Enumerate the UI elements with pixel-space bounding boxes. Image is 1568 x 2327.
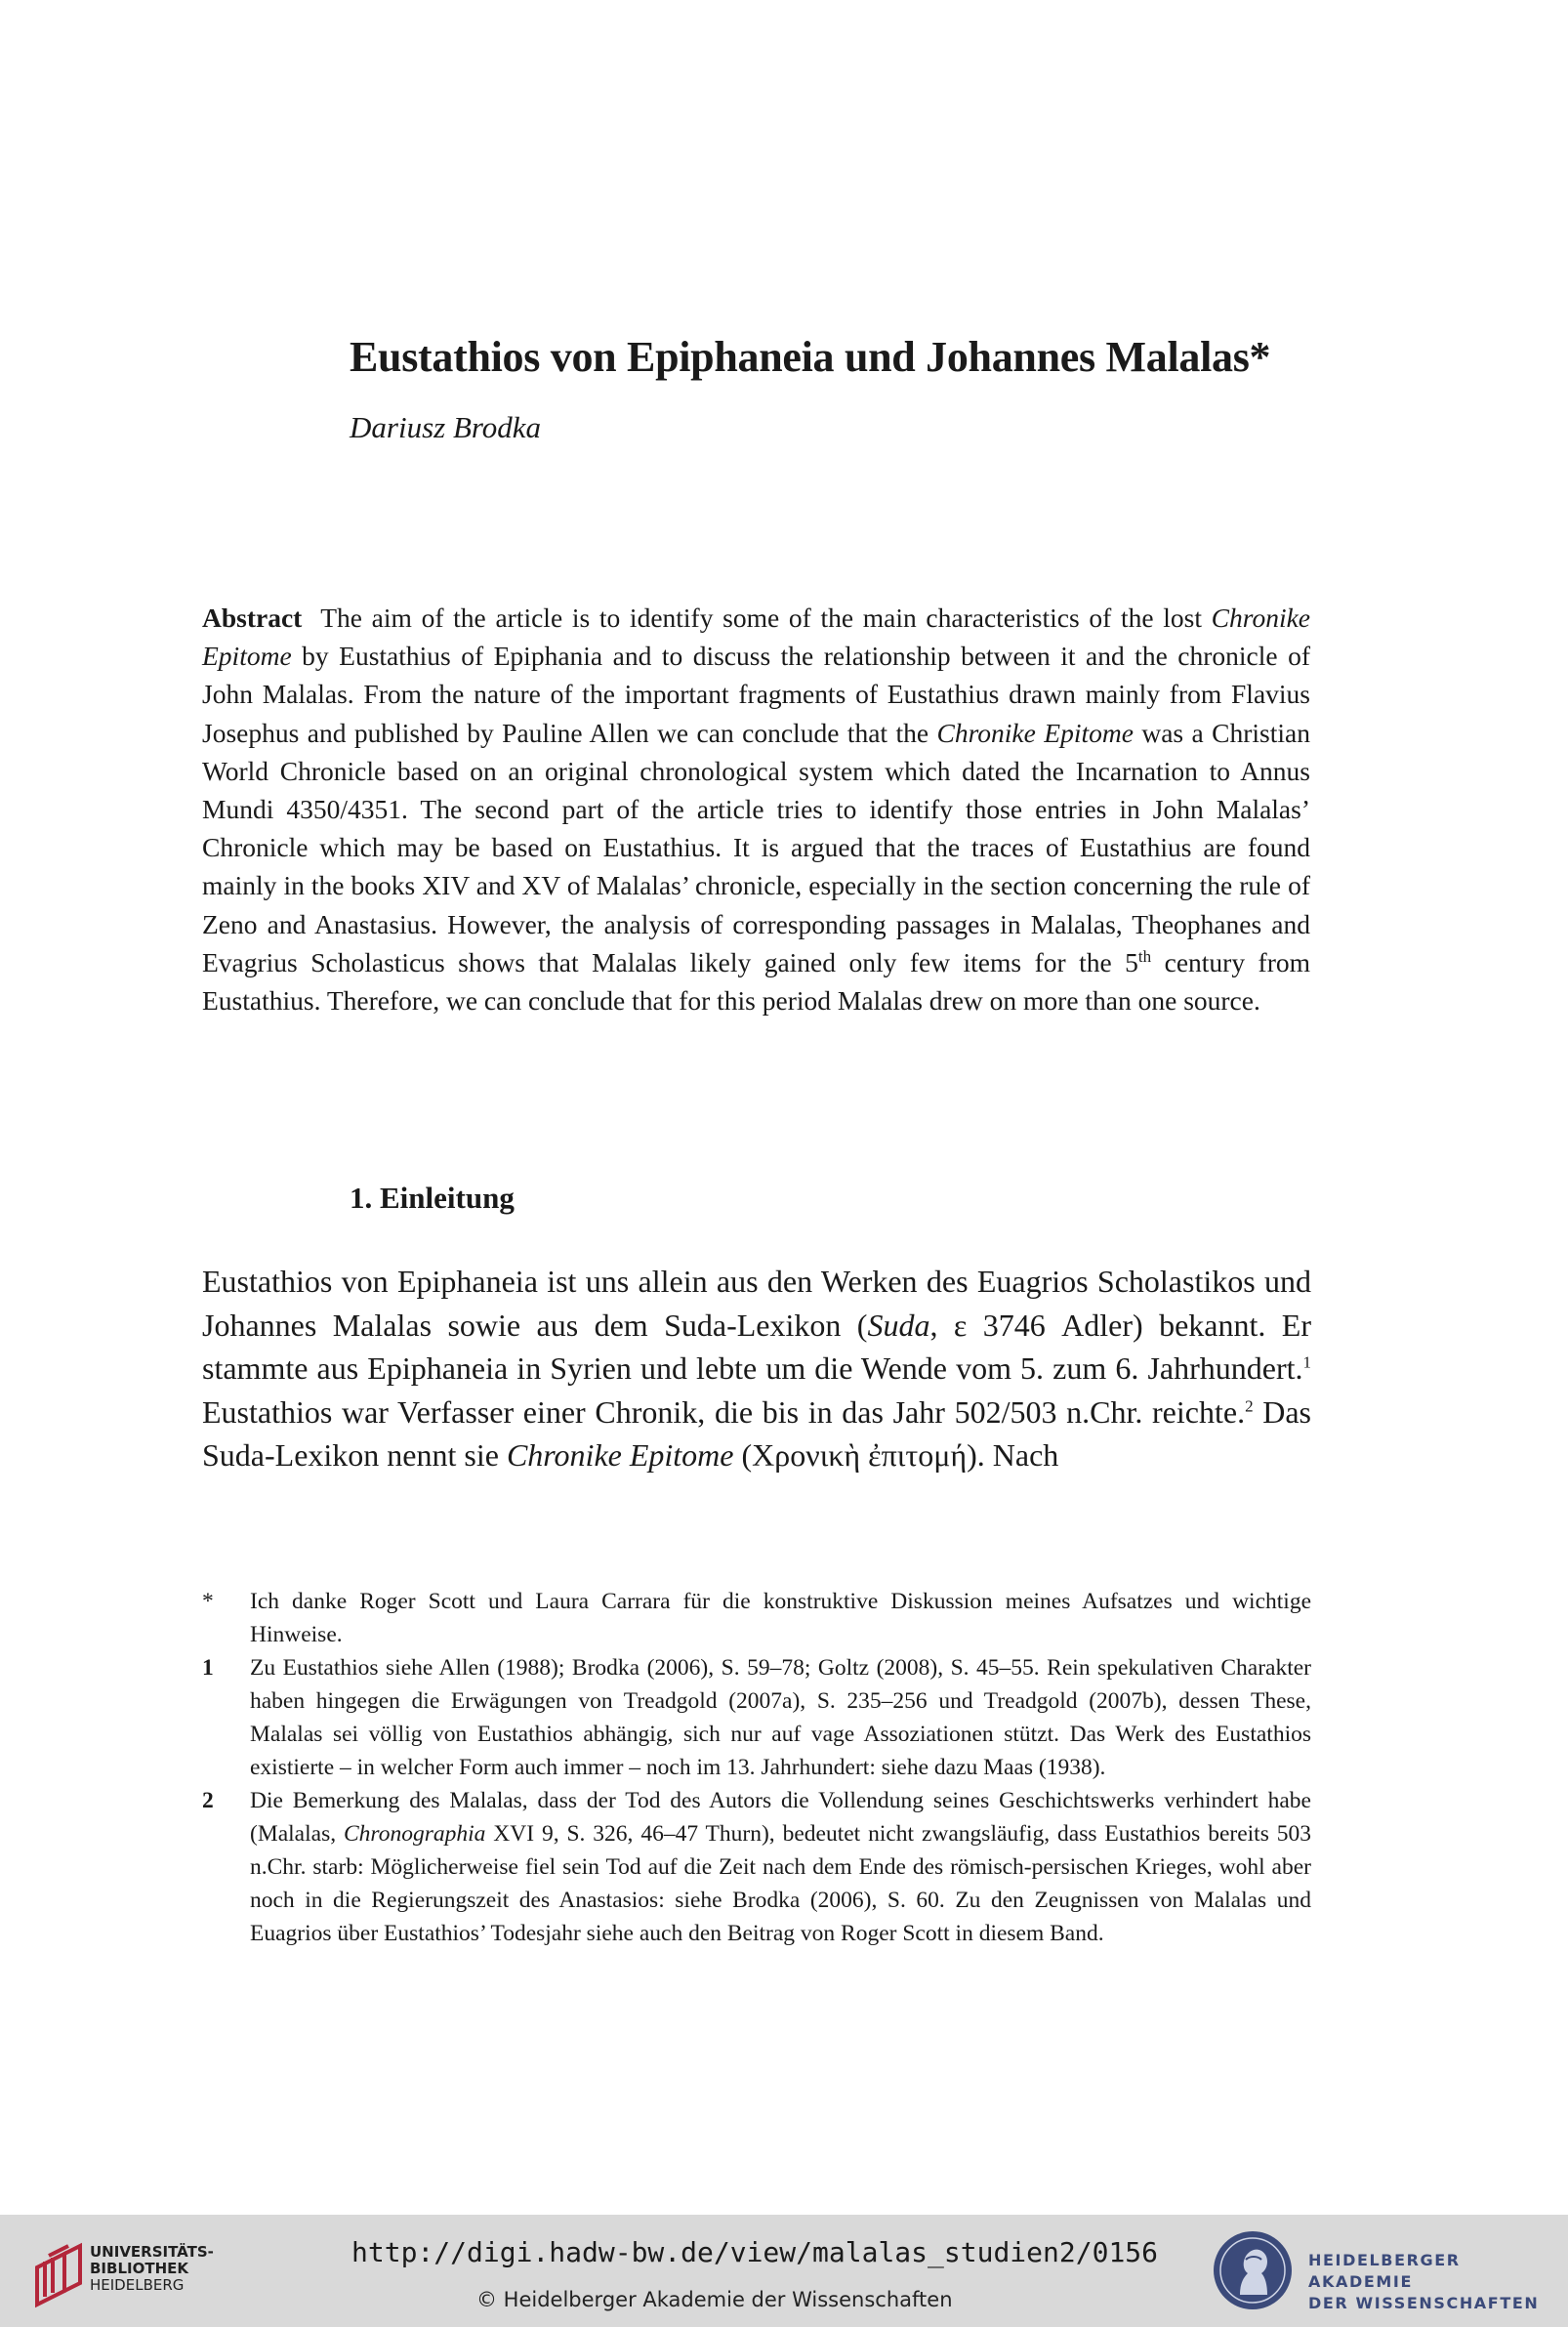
abstract-ordinal-sup: th [1137,946,1152,966]
footnote-2 [202,1784,1311,1950]
footnote-italic: Chronographia [344,1821,486,1847]
footer-bar [0,2215,1568,2327]
hadw-wordmark[interactable] [1308,2250,1568,2314]
abstract-text-1: The aim of the article is to identify some of the main characteristics of the lost [320,603,1212,633]
body-text-5: (Χρονικὴ ἐπιτομή). Nach [733,1437,1059,1474]
permalink-url[interactable]: http://digi.hadw-bw.de/view/malalas_studien2/0156 [351,2236,1159,2268]
body-paragraph [202,1260,1311,1477]
hadw-line-1: HEIDELBERGER AKADEMIE [1308,2251,1461,2291]
body-text-3: Eustathios war Verfasser einer Chronik, die bis in das Jahr 502/503 n.Chr. reichte. [202,1393,1246,1430]
abstract-text-4: century from Eustathius. Therefore, we can conclude that for this period Malalas drew on more than one source. [202,946,1311,1017]
body-text-4: Das Suda-Lexikon nennt sie [202,1393,1312,1474]
abstract-text-3: was a Christian World Chronicle based on an original chronological system which dated the Incarnation to Annus Mundi 4350/4351. The second part of the article tries to identify those entries in John Malalas’ Chronicle which may be based on Eustathius. It is argued that the traces of Eustathius are found mainly in the books XIV and XV of Malalas’ chronicle, especially in the section concerning the rule of Zeno and Anastasius. However, the analysis of corresponding passages in Malalas, Theophanes and Evagrius Scholasticus shows that Malalas likely gained only few items for the 5 [202,717,1310,977]
footnote-mark: * [202,1589,214,1614]
footnote-text-2: XVI 9, S. 326, 46–47 Thurn), bedeutet nicht zwangsläufig, dass Eustathios bereits 503 n.Chr. starb: Möglicherweise fiel sein Tod auf die Zeit nach dem Ende des römisch-persischen Krieges, wohl aber noch in die Regierungszeit des Anastasios: siehe Brodka (2006), S. 60. Zu den Zeugnissen von Malalas und Euagrios über Eustathios’ Todesjahr siehe auch den Beitrag von Roger Scott in diesem Band. [250,1821,1312,1946]
footnote-mark: 2 [202,1788,214,1813]
article-author: Dariusz Brodka [350,410,542,444]
hadw-line-2: DER WISSENSCHAFTEN [1308,2294,1540,2312]
footnote-ref-1[interactable]: 1 [1302,1352,1311,1372]
body-text-2: , ε 3746 Adler) bekannt. Er stammte aus Epiphaneia in Syrien und lebte um die Wende vom 5. zum 6. Jahrhundert. [202,1307,1312,1387]
footnote-star [202,1585,1311,1651]
footnote-mark: 1 [202,1655,214,1681]
section-heading: 1. Einleitung [350,1181,515,1215]
abstract-title-ref-2: Chronike Epitome [936,717,1134,748]
body-text-1: Eustathios von Epiphaneia ist uns allein aus den Werken des Euagrios Scholastikos und Johannes Malalas sowie aus dem Suda-Lexikon ( [202,1264,1311,1343]
portrait-seal-icon[interactable] [1211,2228,1295,2312]
body-italic-suda: Suda [867,1307,930,1343]
ub-line-1: UNIVERSITÄTS- [90,2243,214,2261]
ub-line-2: BIBLIOTHEK [90,2260,188,2277]
footnote-text-1: Die Bemerkung des Malalas, dass der Tod des Autors die Vollendung seines Geschichtswerks verhindert habe (Malalas, [250,1788,1311,1847]
footnote-ref-2[interactable]: 2 [1245,1396,1254,1416]
abstract [202,599,1310,1019]
ub-wordmark[interactable] [90,2244,214,2294]
abstract-text-2: by Eustathius of Epiphania and to discuss the relationship between it and the chronicle of John Malalas. From the nature of the important fragments of Eustathius drawn mainly from Flavius Josephus and published by Pauline Allen we can conclude that the [202,641,1310,748]
ub-line-3: HEIDELBERG [90,2276,185,2294]
abstract-title-ref-1: Chronike Epitome [202,603,1310,672]
copyright-notice: © Heidelberger Akademie der Wissenschaften [476,2288,953,2311]
footnote-1 [202,1651,1311,1784]
footnote-text: Ich danke Roger Scott und Laura Carrara für die konstruktive Diskussion meines Aufsatzes und wichtige Hinweise. [250,1589,1311,1647]
body-italic-chronike: Chronike Epitome [506,1437,734,1474]
footnote-text: Zu Eustathios siehe Allen (1988); Brodka (2006), S. 59–78; Goltz (2008), S. 45–55. Rein spekulativen Charakter haben hingegen die Erwägungen von Treadgold (2007a), S. 235–256 und Treadgold (2007b), dessen These, Malalas sei völlig von Eustathios abhängig, sich nur auf vage Assoziationen stützt. Das Werk des Eustathios existierte – in welcher Form auch immer – noch im 13. Jahrhundert: siehe dazu Maas (1938). [250,1655,1311,1780]
footnotes [202,1585,1311,1950]
abstract-label: Abstract [202,603,303,633]
article-title: Eustathios von Epiphaneia und Johannes Malalas* [350,333,1271,381]
